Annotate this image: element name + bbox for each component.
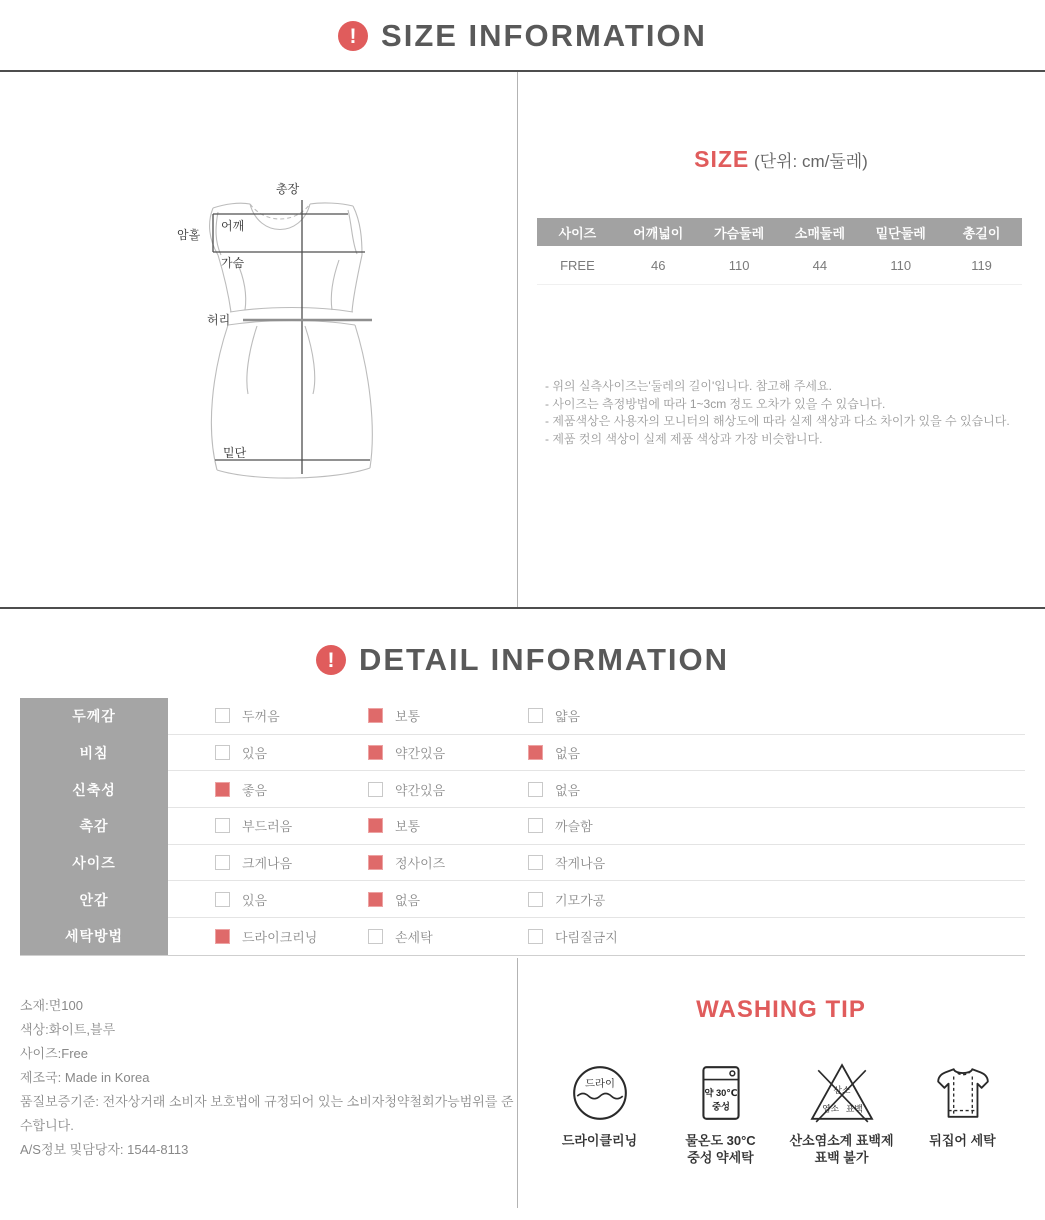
detail-option [215,853,368,872]
checkbox-icon [368,892,383,907]
detail-row-options [168,808,1025,845]
detail-option-label: 없음 [395,892,421,908]
detail-row-label: 안감 [20,881,168,918]
detail-information-title [0,642,1045,678]
size-heading-label: SIZE [694,146,750,172]
detail-option [528,890,605,909]
size-table-cell: 110 [728,257,750,273]
size-table-cell: 44 [812,257,828,273]
size-info-panel [517,72,1045,607]
detail-row-label: 두께감 [20,698,168,735]
detail-row-options [168,771,1025,808]
detail-option [215,890,368,909]
detail-option [215,816,368,835]
alert-icon: ! [338,21,368,51]
size-table-header-cell: 밑단둘레 [875,225,926,241]
detail-option-label: 없음 [555,746,581,762]
svg-text:약 30℃: 약 30℃ [703,1088,738,1099]
label-armhole: 암홀 [177,228,201,242]
detail-option-label: 부드러음 [242,819,293,835]
detail-row-label: 비침 [20,735,168,772]
checkbox-icon [215,708,230,723]
size-table-header-cell: 소매둘레 [794,225,846,241]
washing-label: 표백 불가 [814,1150,869,1165]
detail-option-label: 얇음 [555,709,581,725]
detail-option-label: 있음 [242,892,268,908]
bottom-section [0,958,1045,1208]
info-line-material: 소재:면100 [20,998,83,1013]
size-note: - 사이즈는 측정방법에 따라 1~3cm 정도 오차가 있을 수 있습니다. [545,396,886,411]
detail-option-label: 다림질금지 [555,929,618,945]
label-hem: 밑단 [223,446,247,460]
detail-option-label: 약간있음 [395,782,446,798]
washing-item-no-bleach [783,1062,900,1166]
checkbox-icon [528,929,543,944]
detail-option [368,816,528,835]
checkbox-icon [528,745,543,760]
checkbox-icon [528,892,543,907]
washing-label: 산소염소계 표백제 [789,1133,894,1148]
alert-icon: ! [316,645,346,675]
washing-label: 중성 약세탁 [687,1150,754,1165]
size-table-header-cell: 어깨넓이 [633,225,684,241]
detail-option [215,780,368,799]
size-section [0,72,1045,607]
size-information-title [0,18,1045,54]
detail-option-label: 두꺼음 [242,709,280,725]
detail-option [368,706,528,725]
inside-out-wash-icon [932,1062,994,1124]
detail-option [215,743,368,762]
checkbox-icon [215,892,230,907]
size-heading [517,146,1045,173]
size-table-header-row [537,218,1022,246]
svg-text:중성: 중성 [711,1101,730,1112]
detail-row-label: 세탁방법 [20,918,168,955]
info-line-origin: 제조국: Made in Korea [20,1070,150,1085]
detail-row [20,735,1025,772]
label-chest: 가슴 [221,256,245,270]
checkbox-icon [528,708,543,723]
info-line-warranty: 품질보증기준: 전자상거래 소비자 보호법에 규정되어 있는 소비자청약철회가능범위를 준수합니다. [20,1094,514,1133]
detail-row [20,918,1025,955]
detail-row-options [168,881,1025,918]
size-information-title-text: SIZE INFORMATION [381,18,707,53]
size-table-cell: FREE [560,257,595,273]
checkbox-icon [368,782,383,797]
washing-item-dry-cleaning [541,1062,658,1166]
checkbox-icon [528,818,543,833]
checkbox-icon [215,782,230,797]
info-line-color: 색상:화이트,블루 [20,1022,116,1037]
checkbox-icon [368,708,383,723]
detail-option [215,706,368,725]
checkbox-icon [215,855,230,870]
detail-row-label: 신축성 [20,771,168,808]
detail-option-label: 좋음 [242,782,268,798]
detail-option-label: 손세탁 [395,929,433,945]
detail-option [368,927,528,946]
detail-option [528,706,580,725]
label-shoulder: 어깨 [221,219,245,233]
size-table-cell: 46 [651,257,666,273]
machine-wash-30-icon [690,1062,752,1124]
size-table-cell: 110 [890,257,912,273]
size-heading-unit: (단위: cm/둘레) [754,152,868,171]
svg-text:표백: 표백 [845,1103,863,1114]
detail-option [215,927,368,946]
detail-option [368,890,528,909]
info-line-size: 사이즈:Free [20,1046,89,1061]
size-note: - 제품 컷의 색상이 실제 제품 색상과 가장 비슷합니다. [545,431,823,446]
detail-row-label: 사이즈 [20,845,168,882]
detail-option [528,853,605,872]
washing-tip-title: WASHING TIP [696,996,866,1023]
detail-option [528,816,593,835]
dry-cleaning-icon [569,1062,631,1124]
detail-row-options [168,918,1025,955]
detail-row-options [168,698,1025,735]
detail-option [528,780,580,799]
detail-row-options [168,735,1025,772]
washing-tip-panel [517,958,1045,1208]
checkbox-icon [528,855,543,870]
detail-row [20,698,1025,735]
label-waist: 허리 [207,313,231,327]
size-table-header-cell: 총길이 [962,225,1001,241]
detail-option-label: 약간있음 [395,746,446,762]
svg-text:산소: 산소 [833,1085,850,1095]
detail-option [528,743,580,762]
checkbox-icon [368,929,383,944]
detail-row-options [168,845,1025,882]
detail-option-label: 보통 [395,819,421,835]
detail-information-title-text: DETAIL INFORMATION [358,642,730,677]
detail-option-label: 보통 [395,709,421,725]
detail-option-label: 정사이즈 [395,856,446,872]
checkbox-icon [368,745,383,760]
size-note: - 제품색상은 사용자의 모니터의 해상도에 따라 실제 색상과 다소 차이가 있을 수 있습니다. [545,414,1010,428]
washing-item-inside-out [904,1062,1021,1166]
washing-icons-row [517,1062,1045,1166]
washing-label: 물온도 30°C [685,1133,756,1148]
product-info [20,994,522,1162]
size-table-header-cell: 가슴둘레 [713,225,765,241]
detail-option-label: 작게나음 [555,856,606,872]
detail-row-label: 촉감 [20,808,168,845]
no-bleach-icon [807,1062,877,1124]
detail-option-label: 있음 [242,746,268,762]
checkbox-icon [215,818,230,833]
washing-label: 뒤집어 세탁 [929,1133,996,1148]
detail-option [368,853,528,872]
info-line-as-contact: A/S정보 및담당자: 1544-8113 [20,1142,189,1157]
middle-rule [0,607,1045,609]
detail-row [20,881,1025,918]
checkbox-icon [215,929,230,944]
size-table-cell: 119 [971,257,992,273]
detail-option [368,780,528,799]
checkbox-icon [528,782,543,797]
detail-option-label: 드라이크리닝 [242,929,318,945]
svg-text:염소: 염소 [821,1103,839,1114]
detail-option [368,743,528,762]
detail-row [20,771,1025,808]
detail-row [20,808,1025,845]
dress-measurement-diagram [155,178,405,508]
detail-option-label: 까슬함 [555,819,593,835]
size-note: - 위의 실측사이즈는'둘레의 길이'입니다. 참고해 주세요. [545,379,832,393]
svg-text:드라이: 드라이 [584,1078,615,1090]
detail-row [20,845,1025,882]
detail-option [528,927,618,946]
size-table-header-cell: 사이즈 [558,225,597,241]
detail-option-label: 기모가공 [555,892,606,908]
size-notes [545,378,1045,448]
washing-label: 드라이클리닝 [561,1133,638,1148]
detail-option-label: 크게나음 [242,856,293,872]
detail-option-label: 없음 [555,782,581,798]
checkbox-icon [368,855,383,870]
size-table [537,218,1022,285]
washing-item-water-30 [662,1062,779,1166]
checkbox-icon [215,745,230,760]
checkbox-icon [368,818,383,833]
size-table-data-row [537,246,1022,285]
label-total-length: 총장 [276,182,300,196]
detail-table [20,698,1025,956]
